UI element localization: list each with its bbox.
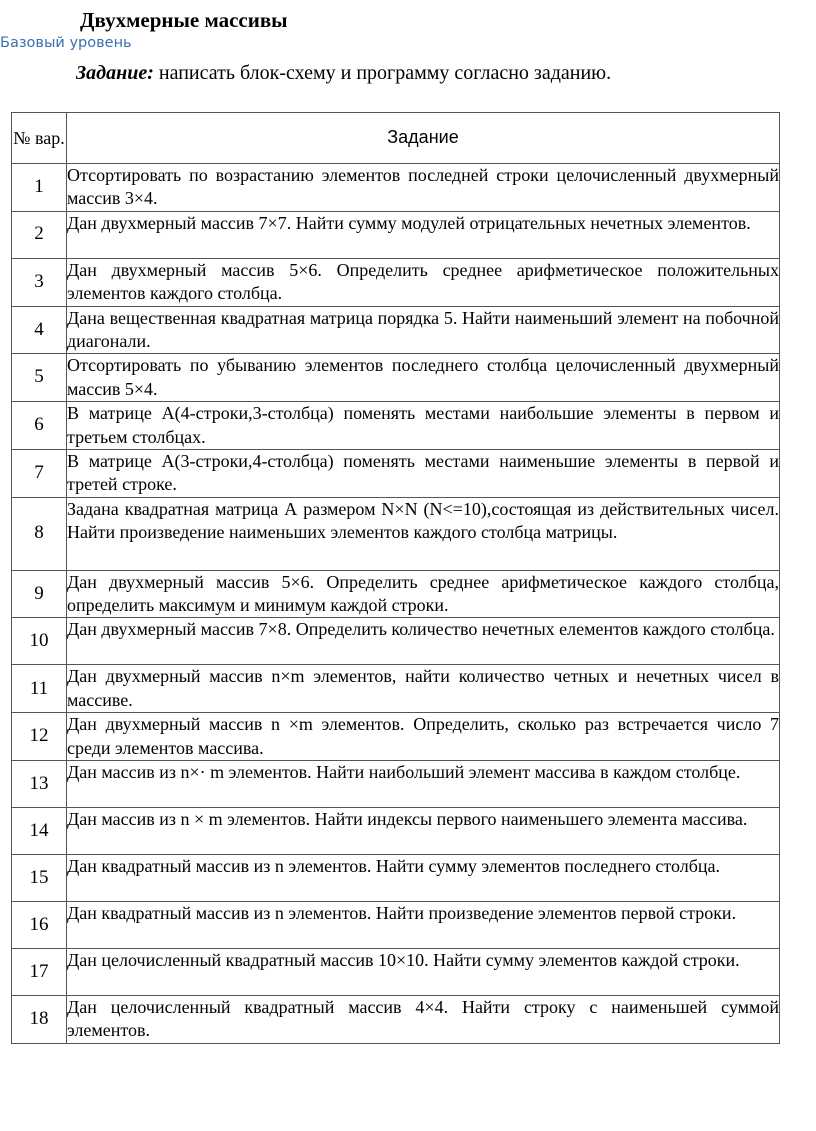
variant-number: 8 — [12, 497, 67, 570]
variant-number: 9 — [12, 570, 67, 618]
task-description: Дан массив из n × m элементов. Найти индексы первого наименьшего элемента массива. — [67, 808, 780, 855]
table-row — [12, 402, 780, 450]
task-description: В матрице A(3-строки,4-столбца) поменять местами наименьшие элементы в первой и третей строке. — [67, 449, 780, 497]
variant-number: 3 — [12, 258, 67, 306]
table-row — [12, 258, 780, 306]
table-row — [12, 949, 780, 996]
variant-number: 13 — [12, 761, 67, 808]
variant-number: 12 — [12, 713, 67, 761]
column-header-task: Задание — [67, 113, 780, 164]
variant-number: 11 — [12, 665, 67, 713]
variant-number: 16 — [12, 902, 67, 949]
table-row — [12, 808, 780, 855]
table-row — [12, 449, 780, 497]
variant-number: 18 — [12, 996, 67, 1044]
task-description: Дан двухмерный массив 5×6. Определить среднее арифметическое положительных элементов каждого столбца. — [67, 258, 780, 306]
table-row — [12, 618, 780, 665]
variant-number: 5 — [12, 354, 67, 402]
task-description: Дан двухмерный массив 7×8. Определить количество нечетных елементов каждого столбца. — [67, 618, 780, 665]
table-row — [12, 665, 780, 713]
task-description: Дан двухмерный массив 5×6. Определить среднее арифметическое каждого столбца, определить максимум и минимум каждой строки. — [67, 570, 780, 618]
table-row — [12, 855, 780, 902]
task-description: Дан двухмерный массив n×m элементов, найти количество четных и нечетных чисел в массиве. — [67, 665, 780, 713]
task-description: Дан целочисленный квадратный массив 4×4. Найти строку с наименьшей суммой элементов. — [67, 996, 780, 1044]
variant-number: 7 — [12, 449, 67, 497]
table-row — [12, 164, 780, 212]
table-row — [12, 902, 780, 949]
task-instruction — [76, 62, 611, 85]
variant-number: 15 — [12, 855, 67, 902]
task-description: Отсортировать по убыванию элементов последнего столбца целочисленный двухмерный массив 5×4. — [67, 354, 780, 402]
table-header-row — [12, 113, 780, 164]
task-description: Дан массив из n×· m элементов. Найти наибольший элемент массива в каждом столбце. — [67, 761, 780, 808]
variant-number: 14 — [12, 808, 67, 855]
task-description: Дана вещественная квадратная матрица порядка 5. Найти наименьший элемент на побочной диагонали. — [67, 306, 780, 354]
table-row — [12, 211, 780, 258]
task-description: В матрице A(4-строки,3-столбца) поменять местами наибольшие элементы в первом и третьем столбцах. — [67, 402, 780, 450]
task-description: Задана квадратная матрица А размером N×N (N<=10),состоящая из действительных чисел. Найти произведение наименьших элементов каждого столбца матрицы. — [67, 497, 780, 570]
task-label: Задание: — [76, 62, 154, 84]
table-row — [12, 996, 780, 1044]
task-description: Дан двухмерный массив 7×7. Найти сумму модулей отрицательных нечетных элементов. — [67, 211, 780, 258]
task-description: Дан квадратный массив из n элементов. Найти произведение элементов первой строки. — [67, 902, 780, 949]
variant-number: 2 — [12, 211, 67, 258]
column-header-variant: № вар. — [12, 113, 67, 164]
table-row — [12, 761, 780, 808]
table-row — [12, 354, 780, 402]
table-row — [12, 497, 780, 570]
task-description: Дан двухмерный массив n ×m элементов. Определить, сколько раз встречается число 7 среди элементов массива. — [67, 713, 780, 761]
tasks-table — [11, 112, 780, 1044]
variant-number: 17 — [12, 949, 67, 996]
variant-number: 1 — [12, 164, 67, 212]
level-label: Базовый уровень — [0, 35, 132, 51]
table-row — [12, 713, 780, 761]
task-description: Дан квадратный массив из n элементов. Найти сумму элементов последнего столбца. — [67, 855, 780, 902]
task-description: Дан целочисленный квадратный массив 10×10. Найти сумму элементов каждой строки. — [67, 949, 780, 996]
table-row — [12, 306, 780, 354]
table-row — [12, 570, 780, 618]
variant-number: 6 — [12, 402, 67, 450]
variant-number: 10 — [12, 618, 67, 665]
page-title: Двухмерные массивы — [80, 8, 288, 32]
variant-number: 4 — [12, 306, 67, 354]
task-description: Отсортировать по возрастанию элементов последней строки целочисленный двухмерный массив 3×4. — [67, 164, 780, 212]
task-text: написать блок-схему и программу согласно заданию. — [158, 62, 612, 84]
